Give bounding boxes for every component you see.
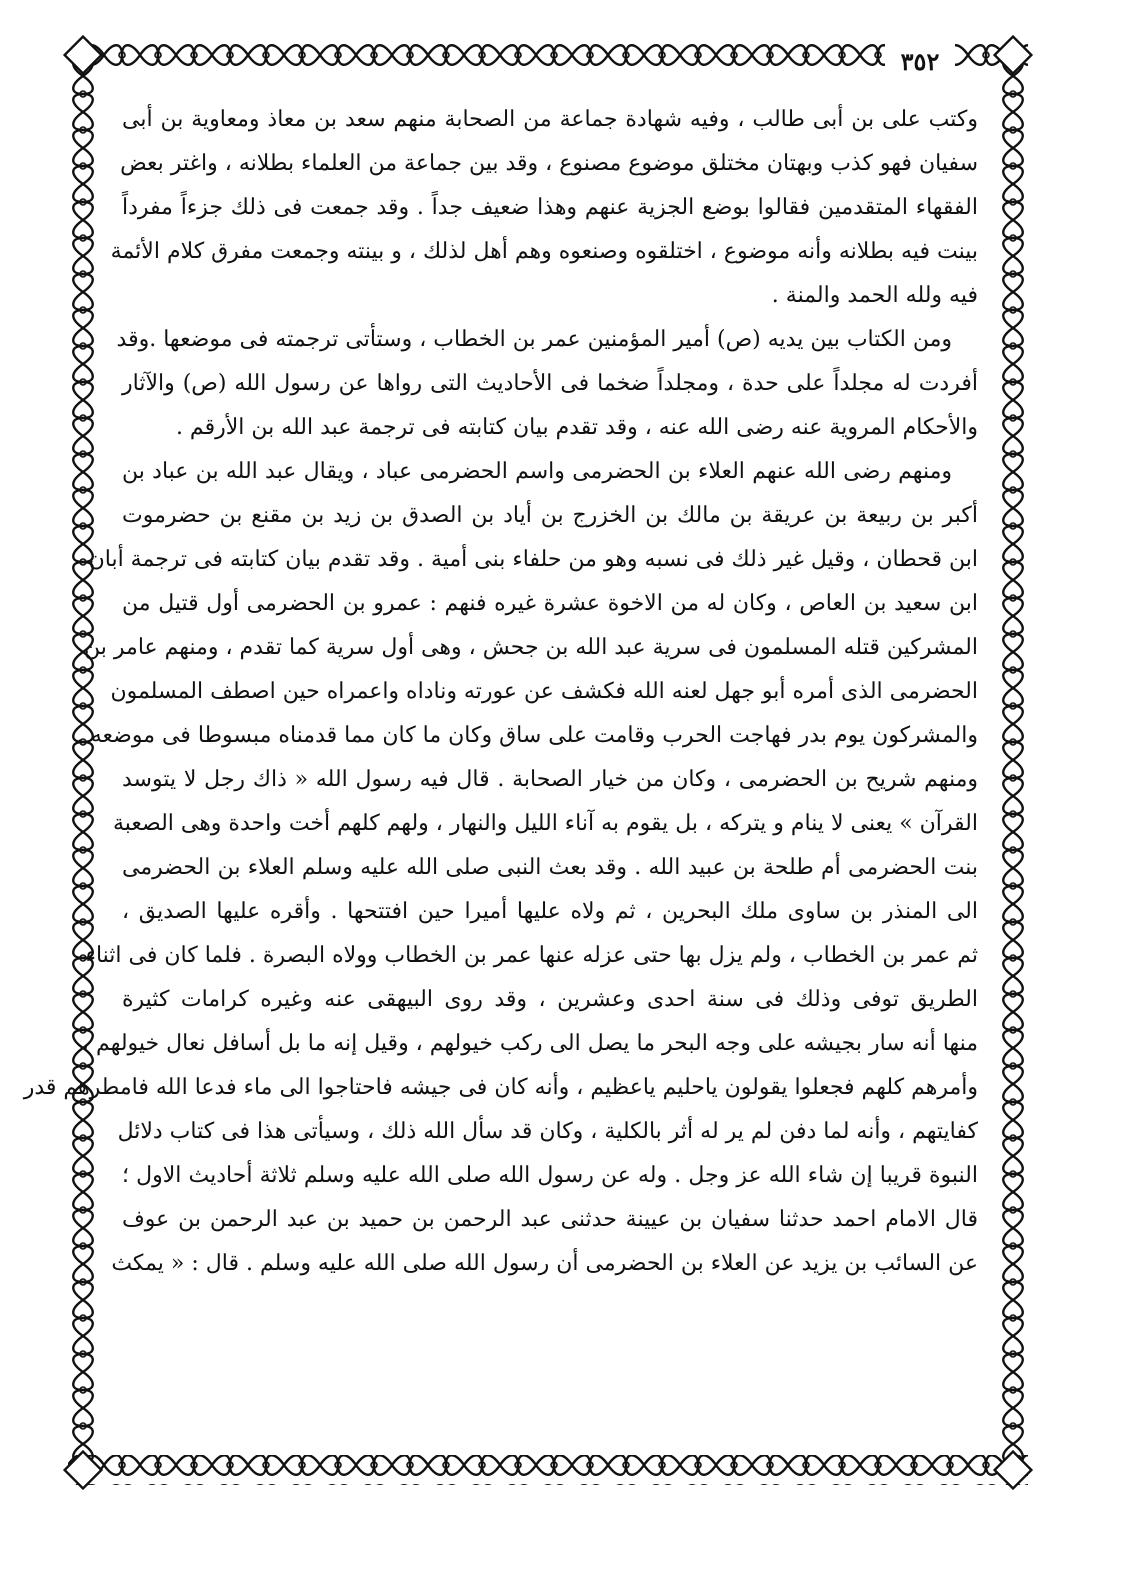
text-line: سفيان فهو كذب وبهتان مختلق موضوع مصنوع ، وقد بين جماعة من العلماء بطلانه ، واغتر بعض: [120, 151, 978, 176]
text-line: الى المنذر بن ساوى ملك البحرين ، ثم ولاه عليها أميرا حين افتتحها . وأقره عليها الصديق ،: [122, 899, 978, 924]
text-line: ابن قحطان ، وقيل غير ذلك فى نسبه وهو من حلفاء بنى أمية . وقد تقدم بيان كتابته فى ترجمة أبان: [88, 547, 978, 572]
page-number: ٣٥٢: [885, 44, 955, 80]
text-line: ومنهم رضى الله عنهم العلاء بن الحضرمى واسم الحضرمى عباد ، ويقال عبد الله بن عباد بن: [122, 459, 952, 484]
text-line: ومن الكتاب بين يديه (ص) أمير المؤمنين عمر بن الخطاب ، وستأتى ترجمته فى موضعها .وقد: [116, 327, 952, 352]
text-line: الطريق توفى وذلك فى سنة احدى وعشرين ، وقد روى البيهقى عنه وغيره كرامات كثيرة: [122, 987, 978, 1012]
text-line: القرآن » يعنى لا ينام و يتركه ، بل يقوم به آناء الليل والنهار ، ولهم كلهم أخت واحدة وهى الصعبة: [112, 811, 978, 836]
body-text: [23, 98, 978, 1434]
text-line: منها أنه سار بجيشه على وجه البحر ما يصل الى ركب خيولهم ، وقيل إنه ما بل أسافل نعال خيولهم ،: [81, 1031, 978, 1056]
text-line: والمشركون يوم بدر فهاجت الحرب وقامت على ساق وكان ما كان مما قدمناه مبسوطا فى موضعه .: [76, 723, 978, 748]
text-line: المشركين قتله المسلمون فى سرية عبد الله بن جحش ، وهى أول سرية كما تقدم ، ومنهم عامر بن: [84, 635, 978, 660]
text-line: الفقهاء المتقدمين فقالوا بوضع الجزية عنهم وهذا ضعيف جداً . وقد جمعت فى ذلك جزءاً مفرداً: [122, 195, 978, 220]
text-line: بينت فيه بطلانه وأنه موضوع ، اختلقوه وصنعوه وهم أهل لذلك ، و بينته وجمعت مفرق كلام الأئمة: [110, 239, 978, 264]
text-line: الحضرمى الذى أمره أبو جهل لعنه الله فكشف عن عورته وناداه واعمراه حين اصطف المسلمون: [110, 679, 978, 704]
text-line: والأحكام المروية عنه رضى الله عنه ، وقد تقدم بيان كتابته فى ترجمة عبد الله بن الأرقم .: [175, 415, 978, 440]
text-line: بنت الحضرمى أم طلحة بن عبيد الله . وقد بعث النبى صلى الله عليه وسلم العلاء بن الحضرمى: [122, 855, 978, 880]
text-line: عن السائب بن يزيد عن العلاء بن الحضرمى أن رسول الله صلى الله عليه وسلم . قال : « يمكث: [111, 1251, 978, 1276]
text-line: النبوة قريبا إن شاء الله عز وجل . وله عن رسول الله صلى الله عليه وسلم ثلاثة أحاديث الاول ؛: [122, 1163, 978, 1188]
text-line: كفايتهم ، وأنه لما دفن لم ير له أثر بالكلية ، وكان قد سأل الله ذلك ، وسيأتى هذا فى كتاب دلائل: [117, 1119, 978, 1144]
text-line: قال الامام احمد حدثنا سفيان بن عيينة حدثنى عبد الرحمن بن حميد بن عبد الرحمن بن عوف: [122, 1207, 978, 1232]
text-line: ثم عمر بن الخطاب ، ولم يزل بها حتى عزله عنها عمر بن الخطاب وولاه البصرة . فلما كان فى اثناء: [85, 943, 978, 968]
text-line: أفردت له مجلداً على حدة ، ومجلداً ضخما فى الأحاديث التى رواها عن رسول الله (ص) والآثار: [122, 371, 978, 396]
text-line: ومنهم شريح بن الحضرمى ، وكان من خيار الصحابة . قال فيه رسول الله « ذاك رجل لا يتوسد: [122, 767, 978, 792]
text-line: أكبر بن ربيعة بن عريقة بن مالك بن الخزرج بن أياد بن الصدق بن زيد بن مقنع بن حضرموت: [122, 503, 978, 528]
text-line: فيه ولله الحمد والمنة .: [771, 283, 978, 308]
text-line: ابن سعيد بن العاص ، وكان له من الاخوة عشرة غيره فنهم : عمرو بن الحضرمى أول قتيل من: [122, 591, 978, 616]
text-line: وكتب على بن أبى طالب ، وفيه شهادة جماعة من الصحابة منهم سعد بن معاذ ومعاوية بن أبى: [122, 107, 978, 132]
text-line: وأمرهم كلهم فجعلوا يقولون ياحليم ياعظيم ، وأنه كان فى جيشه فاحتاجوا الى ماء فدعا الله فامطرهم قدر: [23, 1075, 978, 1100]
